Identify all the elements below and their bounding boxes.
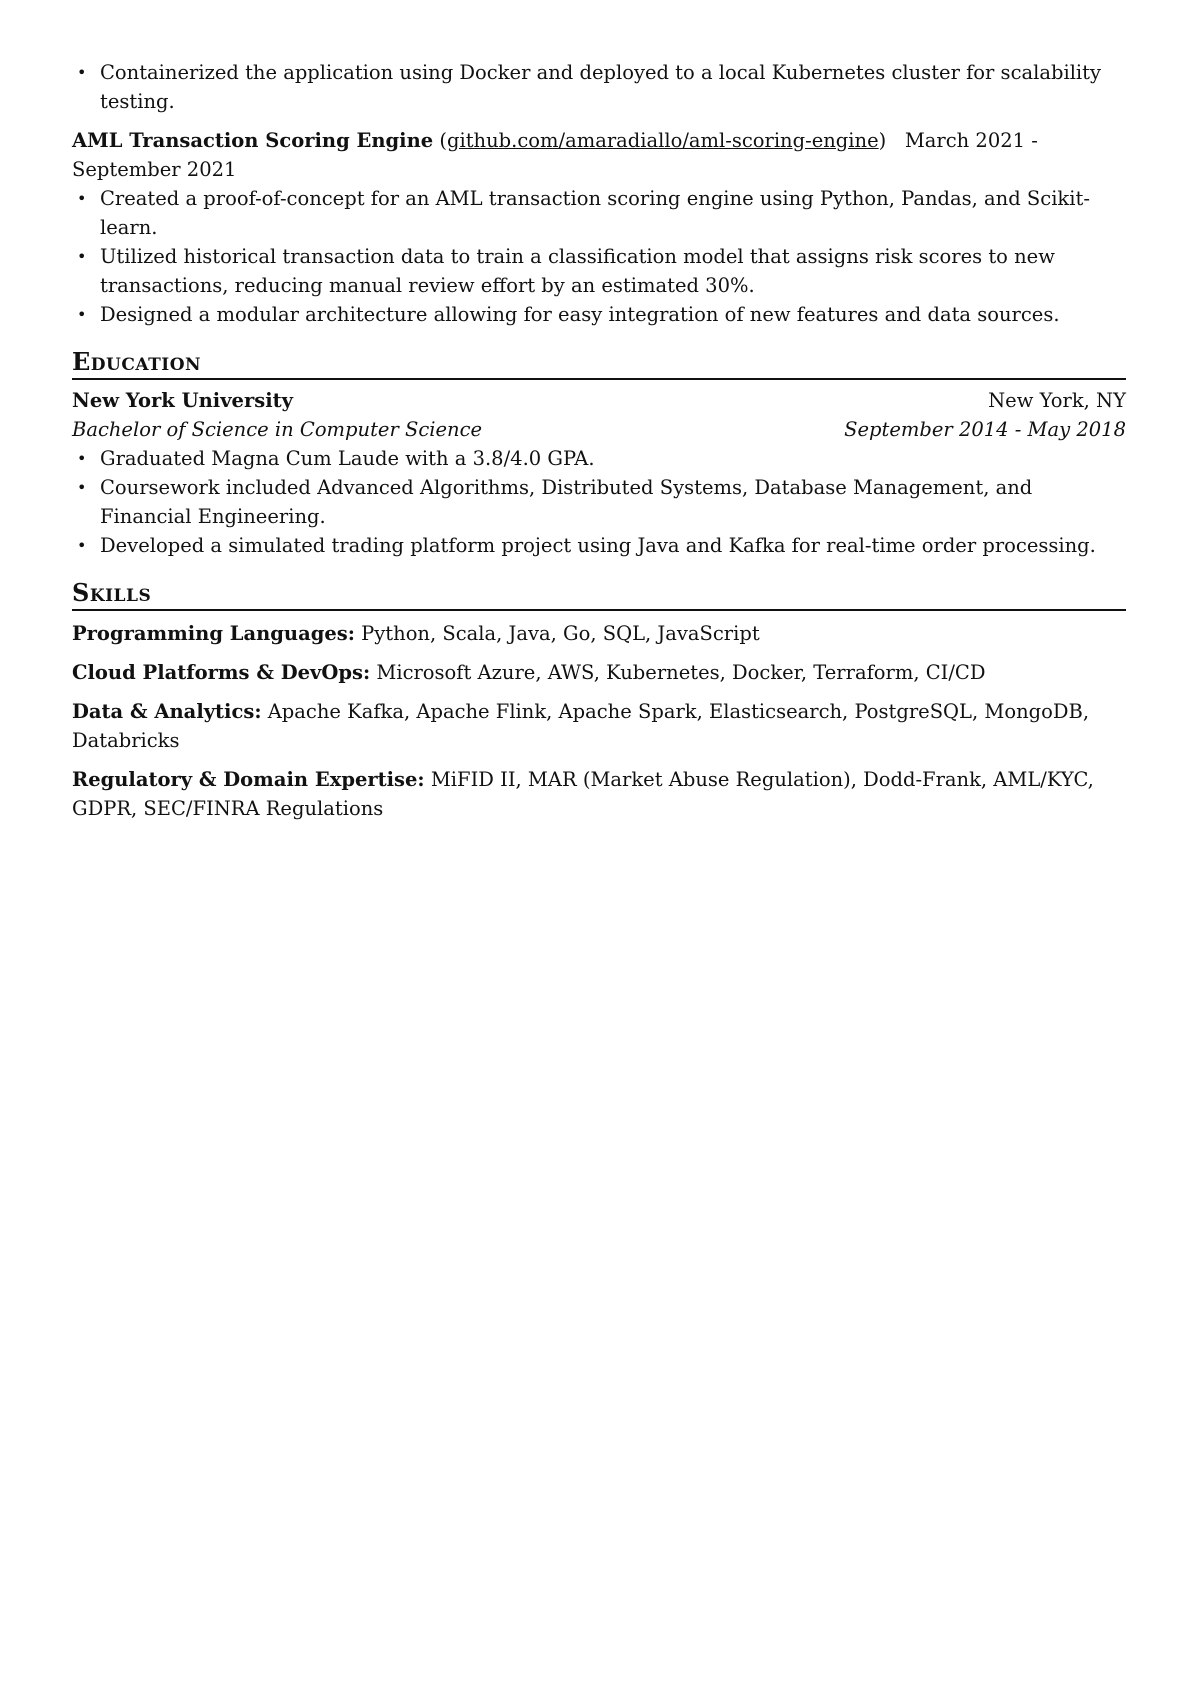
resume-page [72, 58, 1126, 823]
skill-label: Data & Analytics: [72, 700, 262, 723]
bullet-item: • Utilized historical transaction data to train a classification model that assigns risk scores to new transactions, reducing manual review effort by an estimated 30%. [72, 242, 1126, 300]
project-dates: March 2021 - September 2021 [72, 129, 1038, 181]
project-link-close: ) [878, 129, 887, 152]
school-name: New York University [72, 389, 293, 412]
skill-label: Programming Languages: [72, 622, 355, 645]
project-title: AML Transaction Scoring Engine [72, 129, 434, 152]
education-row-school [72, 386, 1126, 415]
bullet-item: • Developed a simulated trading platform project using Java and Kafka for real-time order processing. [72, 531, 1126, 560]
education-heading: Education [72, 347, 1126, 380]
bullet-item: • Designed a modular architecture allowing for easy integration of new features and data sources. [72, 300, 1126, 329]
skill-line [72, 619, 1126, 648]
project-header [72, 126, 1126, 184]
degree: Bachelor of Science in Computer Science [72, 418, 483, 441]
skill-value: Apache Kafka, Apache Flink, Apache Spark, Elasticsearch, PostgreSQL, MongoDB, Databricks [72, 700, 1090, 752]
school-location: New York, NY [988, 389, 1126, 412]
education-dates: September 2014 - May 2018 [844, 418, 1126, 441]
prev-project-bullets [72, 58, 1126, 116]
skill-value: Microsoft Azure, AWS, Kubernetes, Docker, Terraform, CI/CD [376, 661, 986, 684]
skills-heading: Skills [72, 578, 1126, 611]
education-row-degree [72, 415, 1126, 444]
skill-line [72, 697, 1126, 755]
project-bullets [72, 184, 1126, 329]
skill-value: MiFID II, MAR (Market Abuse Regulation), Dodd-Frank, AML/KYC, GDPR, SEC/FINRA Regulations [72, 768, 1094, 820]
skill-line [72, 765, 1126, 823]
bullet-item: • Created a proof-of-concept for an AML transaction scoring engine using Python, Pandas, and Scikit-learn. [72, 184, 1126, 242]
project-link[interactable]: github.com/amaradiallo/aml-scoring-engine [447, 129, 879, 152]
skill-value: Python, Scala, Java, Go, SQL, JavaScript [361, 622, 760, 645]
bullet-item: • Coursework included Advanced Algorithms, Distributed Systems, Database Management, and Financial Engineering. [72, 473, 1126, 531]
skill-line [72, 658, 1126, 687]
skill-label: Regulatory & Domain Expertise: [72, 768, 425, 791]
education-bullets [72, 444, 1126, 560]
bullet-item: • Graduated Magna Cum Laude with a 3.8/4.0 GPA. [72, 444, 1126, 473]
project-link-open: ( [439, 129, 447, 152]
skill-label: Cloud Platforms & DevOps: [72, 661, 371, 684]
bullet-item: • Containerized the application using Docker and deployed to a local Kubernetes cluster for scalability testing. [72, 58, 1126, 116]
